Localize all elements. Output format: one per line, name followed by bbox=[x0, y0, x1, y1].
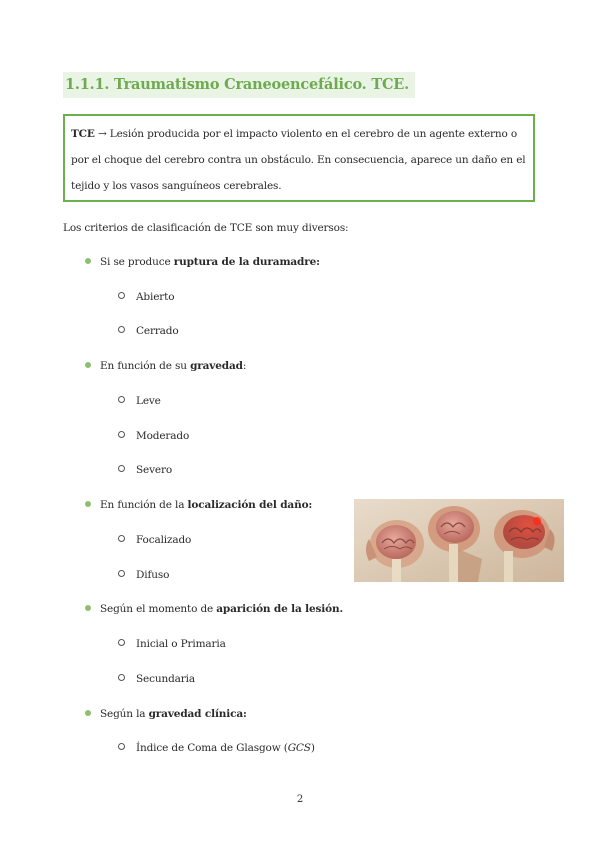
sub-list-item: Difuso bbox=[118, 566, 169, 584]
circle-bullet-icon bbox=[118, 292, 125, 299]
definition-arrow: → bbox=[97, 128, 107, 140]
sub-list-item: Índice de Coma de Glasgow (GCS) bbox=[118, 739, 315, 757]
list-item: En función de la localización del daño: bbox=[85, 496, 312, 514]
sub-list-item: Focalizado bbox=[118, 531, 191, 549]
intro-paragraph: Los criterios de clasificación de TCE son muy diversos: bbox=[63, 222, 349, 234]
bullet-icon bbox=[85, 258, 91, 264]
definition-term: TCE bbox=[71, 128, 95, 140]
bullet-icon bbox=[85, 710, 91, 716]
page-number: 2 bbox=[296, 794, 304, 805]
sub-list-item: Cerrado bbox=[118, 322, 179, 340]
circle-bullet-icon bbox=[118, 465, 125, 472]
brain-impact-illustration bbox=[354, 499, 564, 582]
circle-bullet-icon bbox=[118, 743, 125, 750]
definition-text: Lesión producida por el impacto violento en el cerebro de un agente externo o por el choque del cerebro contra un obstáculo. En consecuencia, aparece un daño en el tejido y los vasos sanguíneos cerebrales. bbox=[71, 128, 526, 192]
sub-list-item: Secundaria bbox=[118, 670, 195, 688]
sub-list-item: Severo bbox=[118, 461, 172, 479]
list-item: Según la gravedad clínica: bbox=[85, 705, 247, 723]
list-item: Si se produce ruptura de la duramadre: bbox=[85, 253, 320, 271]
section-heading: 1.1.1. Traumatismo Craneoencefálico. TCE. bbox=[63, 72, 415, 98]
circle-bullet-icon bbox=[118, 326, 125, 333]
circle-bullet-icon bbox=[118, 396, 125, 403]
definition-box bbox=[63, 114, 535, 202]
circle-bullet-icon bbox=[118, 674, 125, 681]
circle-bullet-icon bbox=[118, 639, 125, 646]
list-item: En función de su gravedad: bbox=[85, 357, 246, 375]
sub-list-item: Moderado bbox=[118, 427, 189, 445]
circle-bullet-icon bbox=[118, 570, 125, 577]
bullet-icon bbox=[85, 605, 91, 611]
sub-list-item: Inicial o Primaria bbox=[118, 635, 226, 653]
bullet-icon bbox=[85, 362, 91, 368]
list-item: Según el momento de aparición de la lesión. bbox=[85, 600, 343, 618]
sub-list-item: Leve bbox=[118, 392, 161, 410]
circle-bullet-icon bbox=[118, 431, 125, 438]
bullet-icon bbox=[85, 501, 91, 507]
sub-list-item: Abierto bbox=[118, 288, 174, 306]
circle-bullet-icon bbox=[118, 535, 125, 542]
